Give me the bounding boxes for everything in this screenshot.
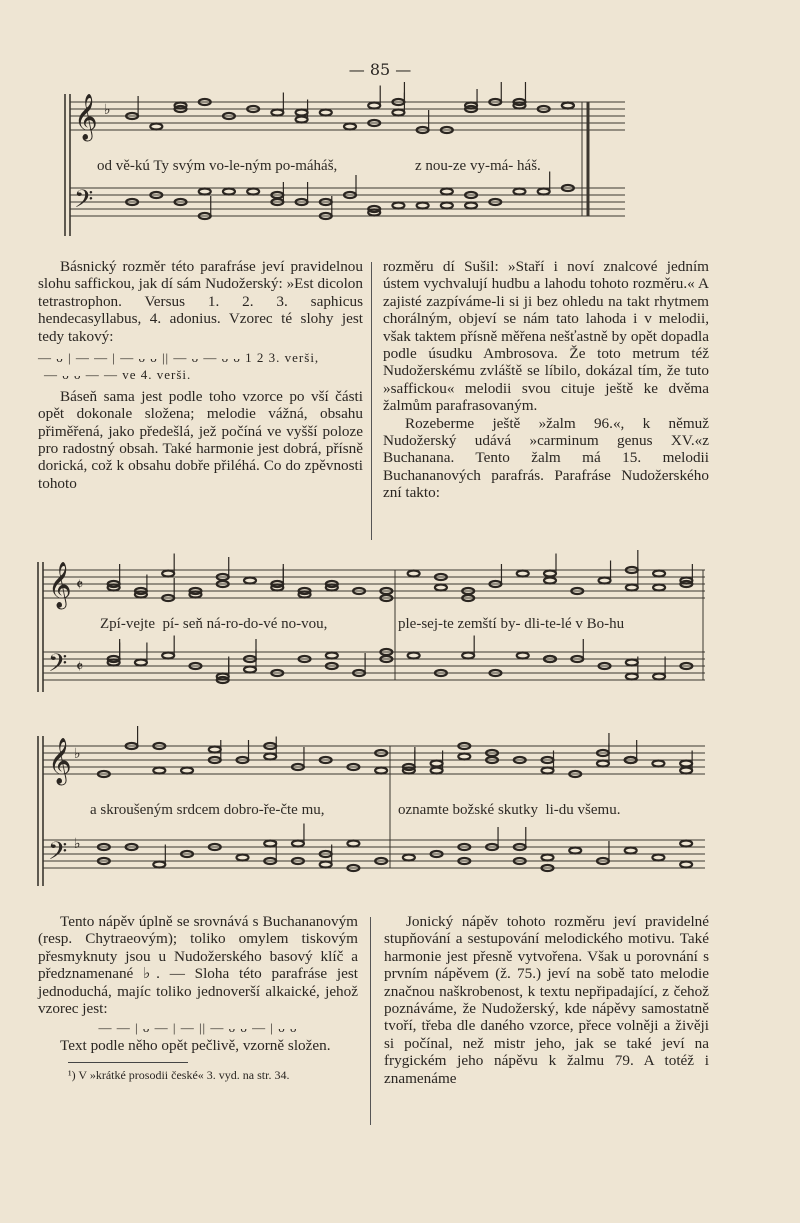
note-head	[181, 768, 193, 774]
note-head	[542, 768, 554, 774]
meter-formula: — ᴗ | — — | — ᴗ ᴗ || — ᴗ — ᴗ ᴗ 1 2 3. verši,	[38, 350, 320, 366]
note-head	[680, 768, 692, 774]
note-head	[375, 768, 387, 774]
note-head	[542, 855, 554, 861]
note-head	[625, 848, 637, 854]
paragraph: Jonický nápěv tohoto rozměru jeví pravidelné stupňování a sestupování melodického motivu. Také harmonie jest přesně vytvořena. Však u porovnání s prvním nápěvem (ž. 75.) jeví na sobě tato melodie značnou naškrobenost, k textu nepřipadající, z čehož poznáváme, že Nudožerský, kde nápěvy samostatně tvoří, třeba dle daného vzorce, přece volněji a živěji si počínal, než mistr jeho, jak se také jeví na frygickém jeho nápěvu k žalmu 79. A totéž i znamenáme	[384, 913, 709, 1087]
note-head	[465, 203, 477, 209]
note-head	[517, 571, 529, 577]
lyrics-system-2a: Zpí-vejte pí- seň ná-ro-do-vé no-vou,	[100, 616, 328, 632]
treble-staff-1	[70, 94, 625, 142]
paragraph: Básnický rozměr této parafráse jeví pravidelnou slohu saffickou, jak dí sám Nudožerský: »Est dicolon tetrastrophon. Versus 1. 2. 3. saphicus hendecasyllabus, 4. adonius. Vzorec té slohy jest tedy takový:	[38, 258, 363, 345]
note-head	[626, 674, 638, 680]
paragraph: Rozeberme ještě »žalm 96.«, k němuž Nudožerský udává »carminum genus XV.«z Buchanana. Tento žalm má 15. melodii Buchananových parafrás. Parafráse Nudožerského zní takto:	[383, 414, 709, 502]
note-head	[347, 841, 359, 847]
text-column-bottom-right	[384, 913, 709, 1087]
paragraph: Text podle něho opět pečlivě, vzorně složen.	[60, 1036, 331, 1054]
note-head	[344, 124, 356, 130]
note-head	[538, 189, 550, 195]
note-head	[392, 110, 404, 116]
common-time-icon: 𝄵	[76, 657, 84, 676]
note-head	[296, 117, 308, 123]
note-head	[680, 761, 692, 767]
note-head	[162, 653, 174, 659]
note-head	[408, 653, 420, 659]
note-head	[652, 761, 664, 767]
meter-formula: — — | ᴗ — | — || — ᴗ ᴗ — | ᴗ ᴗ	[98, 1020, 298, 1036]
page-number: — 85 —	[348, 60, 412, 79]
note-head	[135, 660, 147, 666]
bass-clef-icon: 𝄢	[48, 837, 68, 872]
note-head	[392, 203, 404, 209]
note-head	[653, 571, 665, 577]
text-column-top-left	[38, 258, 363, 492]
paragraph: Báseň sama jest podle toho vzorce po vší části opět dokonale složena; melodie vážná, obsahu přiměřená, jako předešlá, jež počíná ve vyšší poloze pro radostný obsah. Také harmonie jest dobrá, přísně dorická, což k obsahu dobře přiléhá. Co do zpěvnosti tohoto	[38, 387, 363, 492]
paragraph: Tento nápěv úplně se srovnává s Buchananovým (resp. Chytraeovým); toliko omylem tiskovým přesmyknuty jsou u Nudožerského basový klíč a předznamenané ♭. — Sloha této parafráse jest jednoduchá, majíc toliko jednoverší alkaické, jehož vzorec jest:	[38, 913, 358, 1018]
note-head	[244, 667, 256, 673]
lyrics-system-3a: a skroušeným srdcem dobro-ře-čte mu,	[90, 802, 325, 818]
note-head	[653, 585, 665, 591]
note-head	[417, 203, 429, 209]
note-head	[150, 124, 162, 130]
note-head	[264, 841, 276, 847]
bass-staff-3	[43, 836, 705, 872]
note-head	[237, 855, 249, 861]
note-head	[153, 768, 165, 774]
note-head	[199, 189, 211, 195]
note-head	[441, 189, 453, 195]
note-head	[569, 848, 581, 854]
lyrics-system-2b: ple-sej-te zemští by- dli-te-lé v Bo-hu	[398, 616, 625, 632]
column-divider	[370, 917, 371, 1125]
note-head	[296, 110, 308, 116]
note-head	[680, 841, 692, 847]
note-head	[462, 653, 474, 659]
note-head	[264, 754, 276, 760]
meter-formula: — ᴗ ᴗ — — ve 4. verši.	[44, 367, 192, 383]
note-head	[403, 855, 415, 861]
note-head	[597, 761, 609, 767]
common-time-icon: 𝄵	[76, 575, 84, 594]
note-head	[626, 660, 638, 666]
note-head	[435, 585, 447, 591]
note-head	[244, 578, 256, 584]
lyrics-system-1a: od vě-kú Ty svým vo-le-ným po-máháš,	[97, 158, 338, 174]
note-head	[320, 862, 332, 868]
note-head	[652, 855, 664, 861]
text-column-bottom-left	[38, 913, 358, 1085]
paragraph: rozměru dí Sušil: »Staří i noví znalcové jedním ústem vychvalují hudbu a lahodu tohoto rozměru.« A zajisté zazpíváme-li si ji bez ohledu na takt rhytmem chorálným, objeví se nám tato lahoda i v melodii, však taktem přísně měřena nešťastně by opět dopadla podle úsudku Ambrosova. Že toto metrum též Nudožerskému zvláště se líbilo, dokázal tím, že tuto »saffickou« melodii svou cituje ještě ke dvěma žalmům parafrasovaným.	[383, 258, 709, 415]
note-head	[431, 768, 443, 774]
note-head	[271, 110, 283, 116]
bass-clef-icon: 𝄢	[48, 649, 68, 684]
note-head	[513, 189, 525, 195]
note-head	[431, 761, 443, 767]
footnote-rule	[68, 1062, 188, 1063]
lyrics-system-3b: oznamte božské skutky li-du všemu.	[398, 802, 621, 818]
flat-icon: ♭	[74, 836, 81, 852]
treble-clef-icon: 𝄞	[48, 562, 72, 608]
note-head	[599, 578, 611, 584]
note-head	[458, 754, 470, 760]
note-head	[326, 653, 338, 659]
note-head	[544, 571, 556, 577]
footnote: ¹) V »krátké prosodii české« 3. vyd. na str. 34.	[68, 1068, 290, 1083]
note-head	[653, 674, 665, 680]
bass-staff-1	[70, 185, 625, 220]
column-divider	[371, 262, 372, 540]
note-head	[209, 747, 221, 753]
note-head	[680, 862, 692, 868]
treble-clef-icon: 𝄞	[74, 94, 98, 140]
note-head	[562, 103, 574, 109]
note-head	[517, 653, 529, 659]
bass-clef-icon: 𝄢	[74, 185, 94, 220]
note-head	[223, 189, 235, 195]
treble-staff-2	[43, 562, 705, 610]
note-head	[247, 189, 259, 195]
note-head	[320, 110, 332, 116]
flat-icon: ♭	[74, 746, 81, 762]
note-head	[441, 203, 453, 209]
note-head	[368, 103, 380, 109]
note-head	[153, 862, 165, 868]
note-head	[408, 571, 420, 577]
text-column-top-right	[383, 258, 709, 502]
note-head	[162, 571, 174, 577]
lyrics-system-1b: z nou-ze vy-má- háš.	[415, 158, 541, 174]
note-head	[626, 585, 638, 591]
treble-clef-icon: 𝄞	[48, 738, 72, 784]
note-head	[544, 578, 556, 584]
flat-icon: ♭	[104, 102, 111, 118]
note-head	[292, 841, 304, 847]
treble-staff-3	[43, 738, 705, 786]
